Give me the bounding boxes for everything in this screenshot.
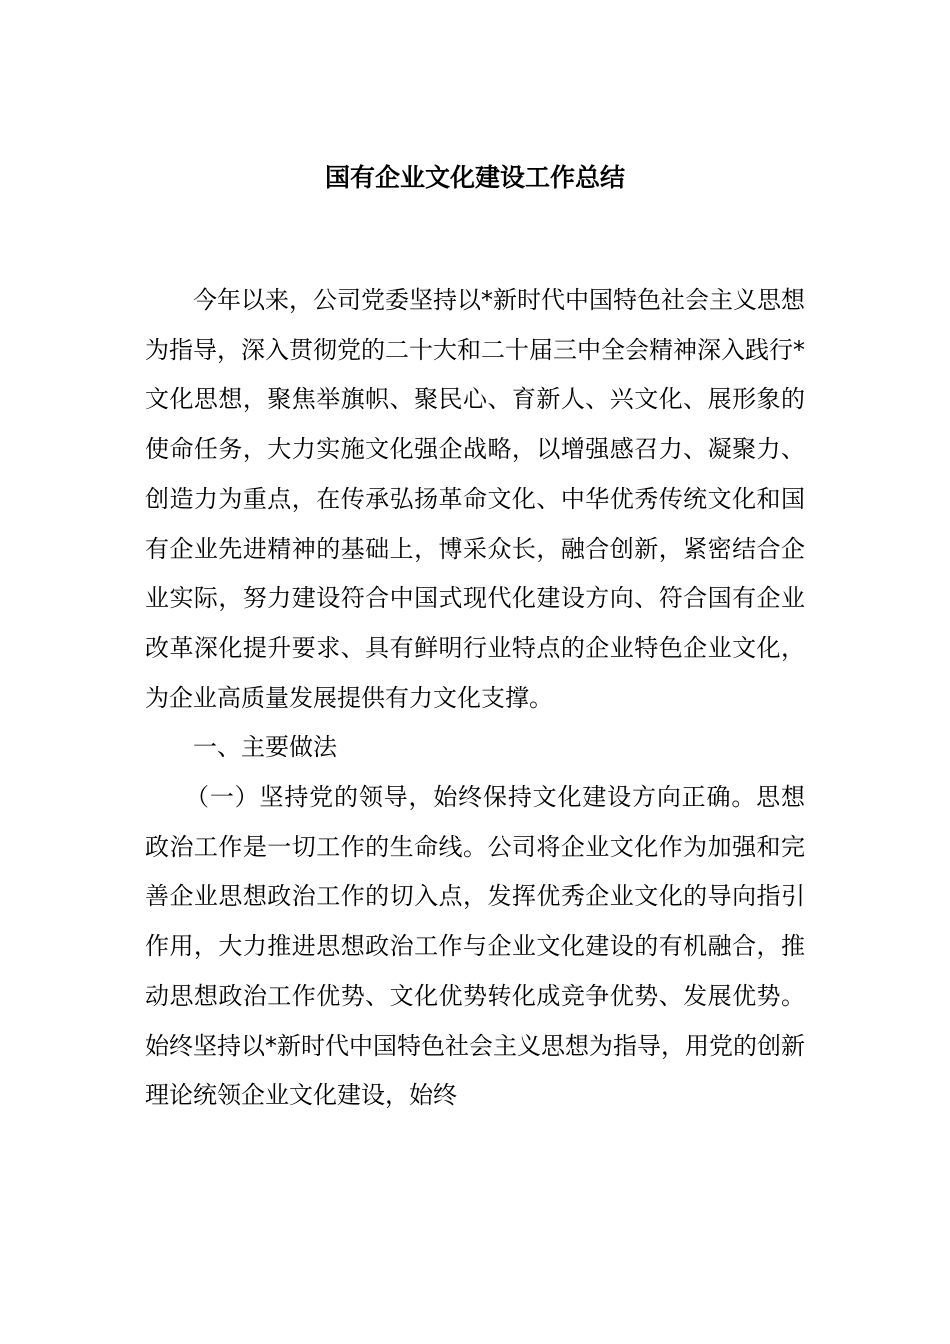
section-heading-main-practices: 一、主要做法 [193, 733, 337, 762]
document-body [145, 276, 805, 1121]
paragraph-section-1: （一）坚持党的领导，始终保持文化建设方向正确。思想政治工作是一切工作的生命线。公司将企业文化作为加强和完善企业思想政治工作的切入点，发挥优秀企业文化的导向指引作用，大力推进思想政治工作与企业文化建设的有机融合，推动思想政治工作优势、文化优势转化成竞争优势、发展优势。始终坚持以*新时代中国特色社会主义思想为指导，用党的创新理论统领企业文化建设，始终 [145, 783, 805, 1110]
document-title: 国有企业文化建设工作总结 [324, 163, 625, 192]
paragraph-intro: 今年以来，公司党委坚持以*新时代中国特色社会主义思想为指导，深入贯彻党的二十大和二十届三中全会精神深入践行*文化思想，聚焦举旗帜、聚民心、育新人、兴文化、展形象的使命任务，大力实施文化强企战略，以增强感召力、凝聚力、创造力为重点，在传承弘扬革命文化、中华优秀传统文化和国有企业先进精神的基础上，博采众长，融合创新，紧密结合企业实际，努力建设符合中国式现代化建设方向、符合国有企业改革深化提升要求、具有鲜明行业特点的企业特色企业文化，为企业高质量发展提供有力文化支撑。 [145, 286, 805, 712]
